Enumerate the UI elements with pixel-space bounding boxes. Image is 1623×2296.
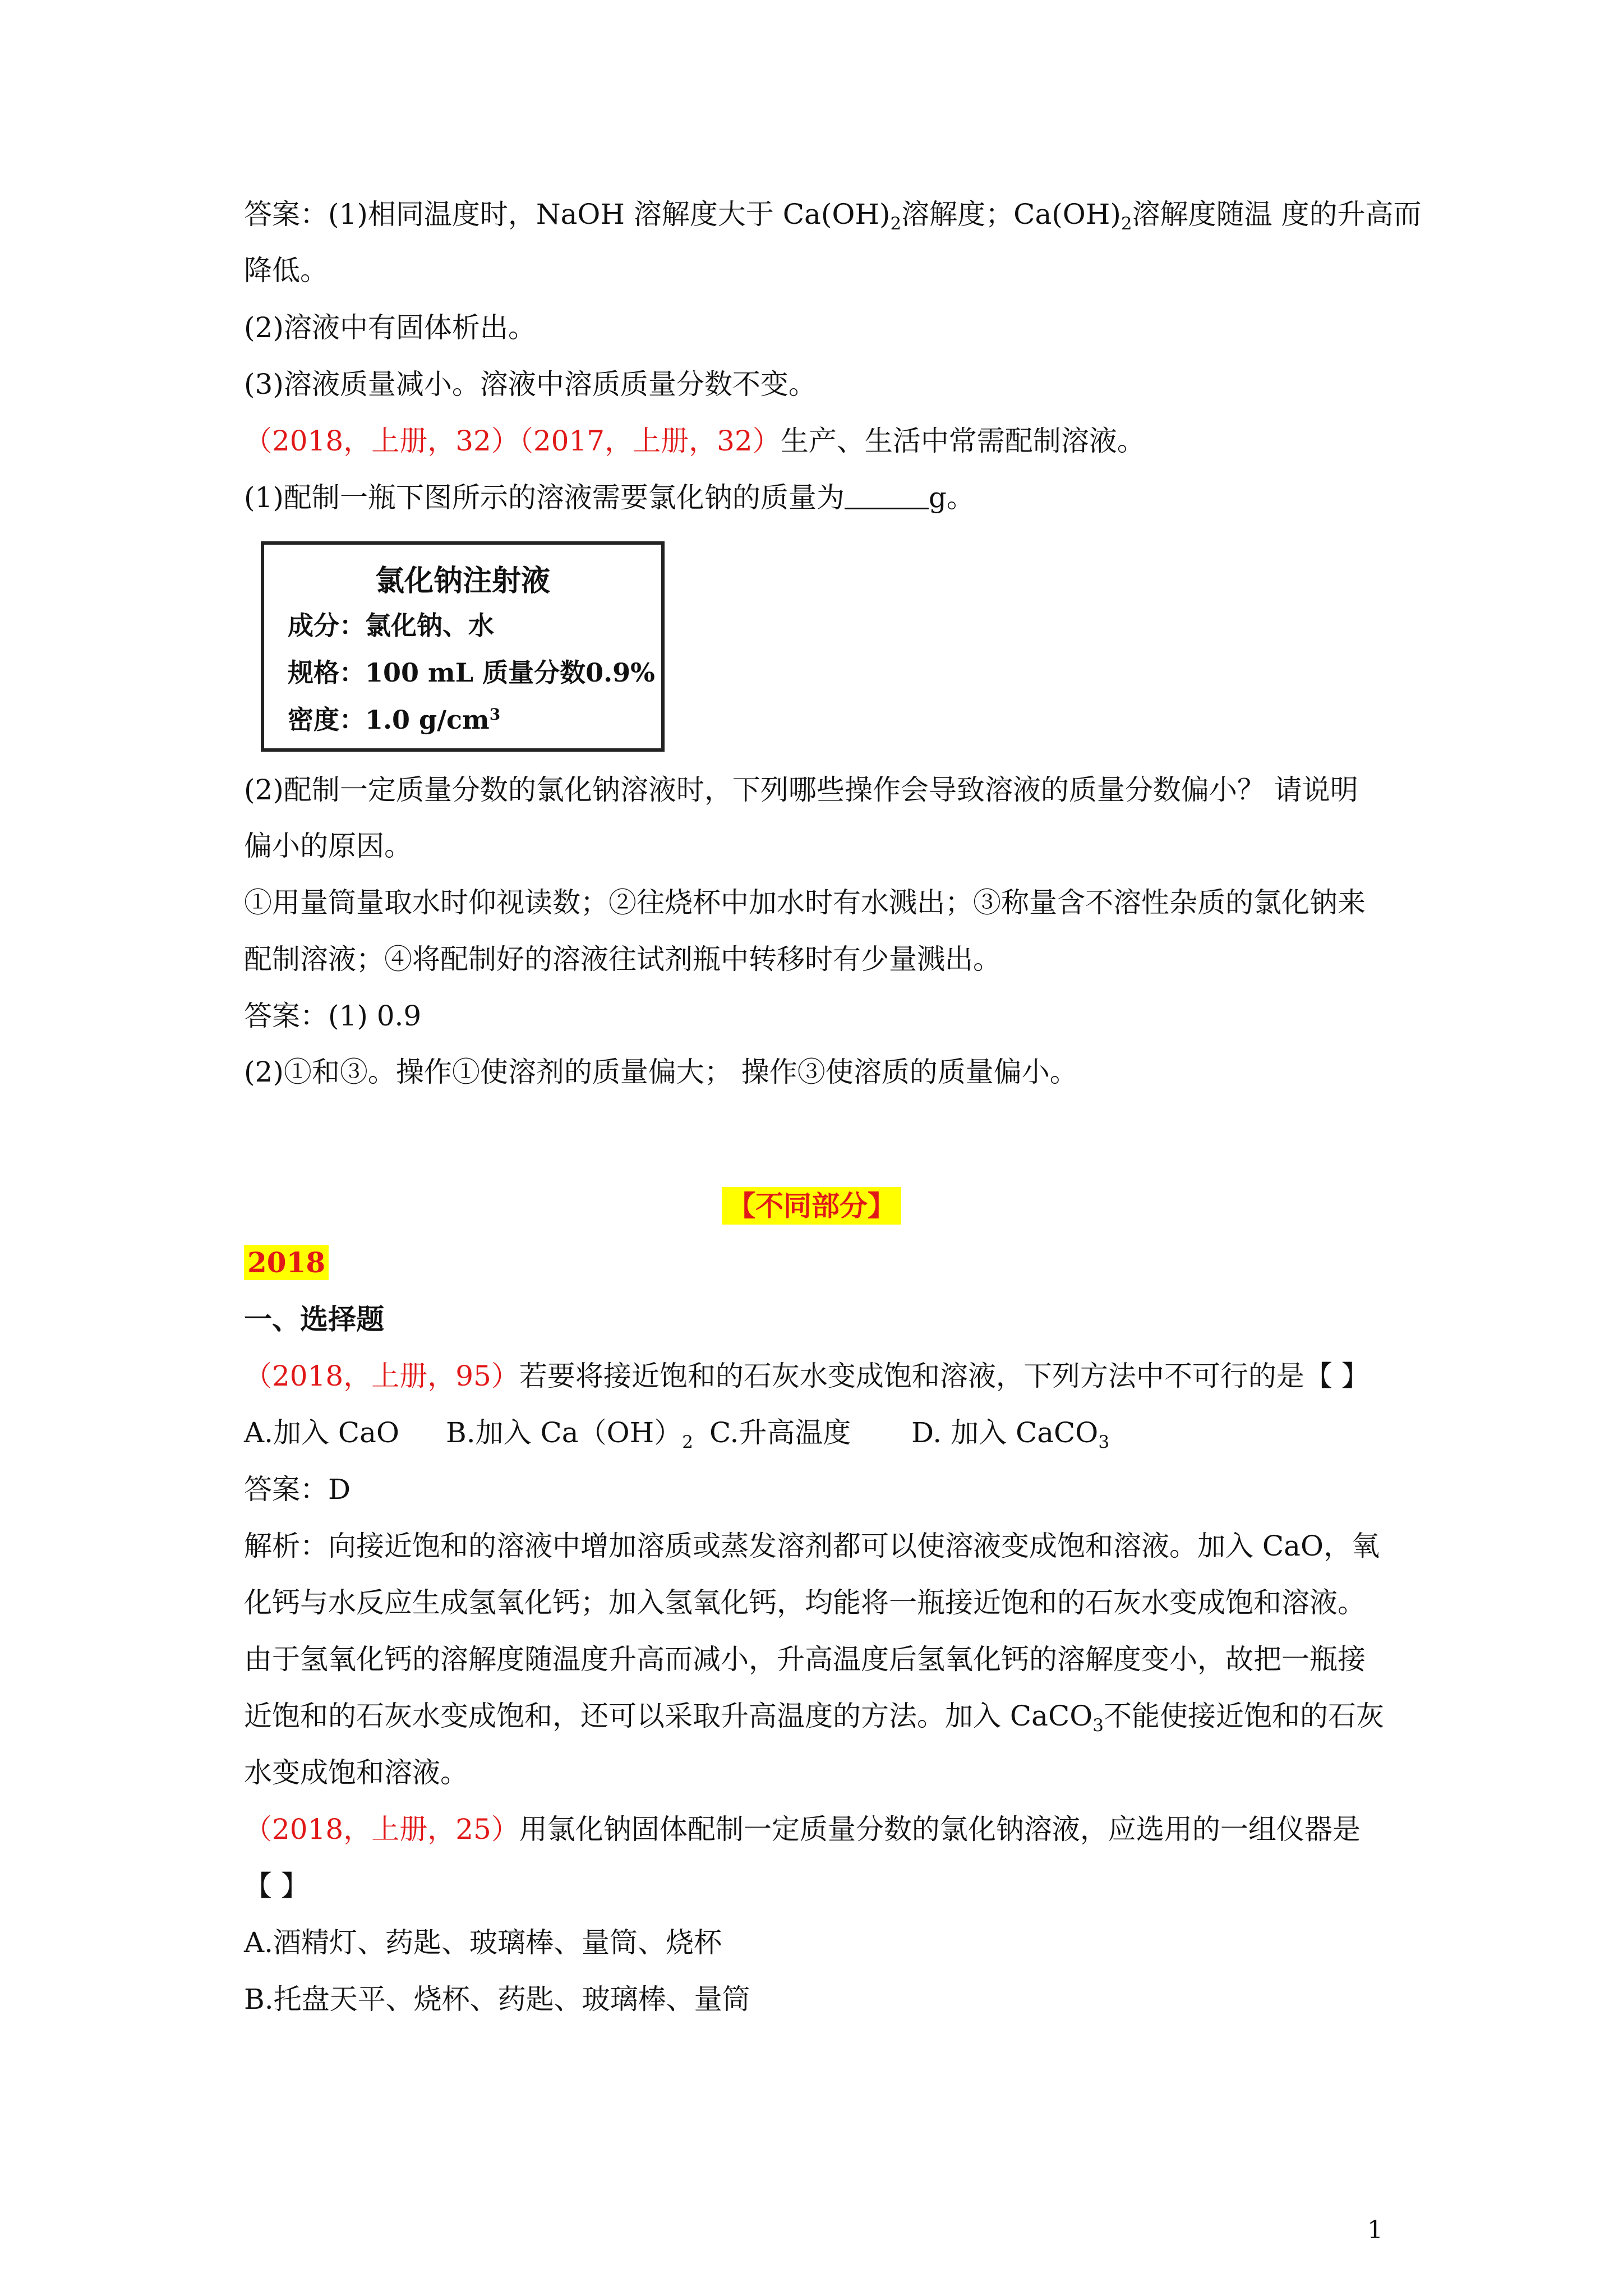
question-source: （2018，上册，95） — [244, 1360, 519, 1392]
option-d: D. 加入 CaCO$_3$ — [911, 1416, 1110, 1452]
answer-line: 降低。 — [244, 254, 328, 287]
question-95-explanation: 水变成饱和溶液。 — [244, 1756, 468, 1789]
question-32-options: ①用量筒量取水时仰视读数；②往烧杯中加水时有水溅出；③称量含不溶性杂质的氯化钠来 — [244, 886, 1366, 919]
question-source: （2018，上册，25） — [244, 1813, 519, 1846]
option-a: A.加入 CaO — [244, 1416, 399, 1449]
page-number: 1 — [1367, 2216, 1383, 2244]
answer-line: (3)溶液质量减小。溶液中溶质质量分数不变。 — [244, 368, 817, 401]
solution-label-figure — [261, 541, 665, 752]
question-95-explanation: 化钙与水反应生成氢氧化钙；加入氢氧化钙，均能将一瓶接近饱和的石灰水变成饱和溶液。 — [244, 1586, 1366, 1619]
question-25-stem: （2018，上册，25）用氯化钠固体配制一定质量分数的氯化钠溶液，应选用的一组仪器是 — [244, 1813, 1361, 1846]
answer-line: (2)溶液中有固体析出。 — [244, 311, 536, 344]
fill-blank — [845, 483, 929, 509]
question-95-explanation: 近饱和的石灰水变成饱和，还可以采取升高温度的方法。加入 CaCO$_3$不能使接近饱和的石灰 — [244, 1700, 1384, 1736]
question-32-stem: （2018，上册，32）（2017，上册，32）生产、生活中常需配制溶液。 — [244, 425, 1145, 457]
question-32-answer: (2)①和③。操作①使溶剂的质量偏大； 操作③使溶质的质量偏小。 — [244, 1056, 1078, 1088]
answer-line: 答案：(1)相同温度时，NaOH 溶解度大于 $Ca(OH)_2$溶解度；$Ca(OH)_2$溶解度随温 度的升高而 — [244, 198, 1422, 234]
answer-bracket: 【 】 — [244, 1870, 309, 1902]
question-32-part2: (2)配制一定质量分数的氯化钠溶液时，下列哪些操作会导致溶液的质量分数偏小？ 请说明 — [244, 774, 1358, 806]
question-32-part2: 偏小的原因。 — [244, 830, 412, 862]
question-32-answer: 答案：(1) 0.9 — [244, 1000, 422, 1032]
question-32-part1: (1)配制一瓶下图所示的溶液需要氯化钠的质量为 g。 — [244, 481, 975, 514]
label-row-ingredients: 成分：氯化钠、水 — [288, 610, 494, 641]
section-heading: 一、选择题 — [244, 1303, 384, 1336]
question-95-answer: 答案：D — [244, 1473, 351, 1506]
question-source: （2018，上册，32）（2017，上册，32） — [244, 425, 781, 457]
label-row-spec: 规格：100 mL 质量分数0.9% — [288, 657, 655, 688]
year-heading: 2018 — [244, 1246, 1388, 1280]
label-title: 氯化钠注射液 — [375, 564, 550, 598]
question-32-options: 配制溶液；④将配制好的溶液往试剂瓶中转移时有少量溅出。 — [244, 943, 1001, 976]
question-95-explanation: 由于氢氧化钙的溶解度随温度升高而减小，升高温度后氢氧化钙的溶解度变小，故把一瓶接 — [244, 1643, 1366, 1676]
question-95-stem: （2018，上册，95）若要将接近饱和的石灰水变成饱和溶液，下列方法中不可行的是【 】 — [244, 1360, 1370, 1392]
option-c: C.升高温度 — [709, 1416, 851, 1449]
question-95-options — [244, 1416, 1388, 1450]
option-a: A.酒精灯、药匙、玻璃棒、量筒、烧杯 — [244, 1926, 722, 1959]
option-b: B.托盘天平、烧杯、药匙、玻璃棒、量筒 — [244, 1983, 750, 2016]
label-row-density: 密度：1.0 $g/cm^3$ — [288, 705, 501, 735]
option-b: B.加入 $Ca(OH)_2$ — [446, 1416, 693, 1452]
question-95-explanation: 解析：向接近饱和的溶液中增加溶质或蒸发溶剂都可以使溶液变成饱和溶液。加入 CaO，氧 — [244, 1530, 1380, 1562]
section-title: 【不同部分】 — [0, 1189, 1623, 1223]
